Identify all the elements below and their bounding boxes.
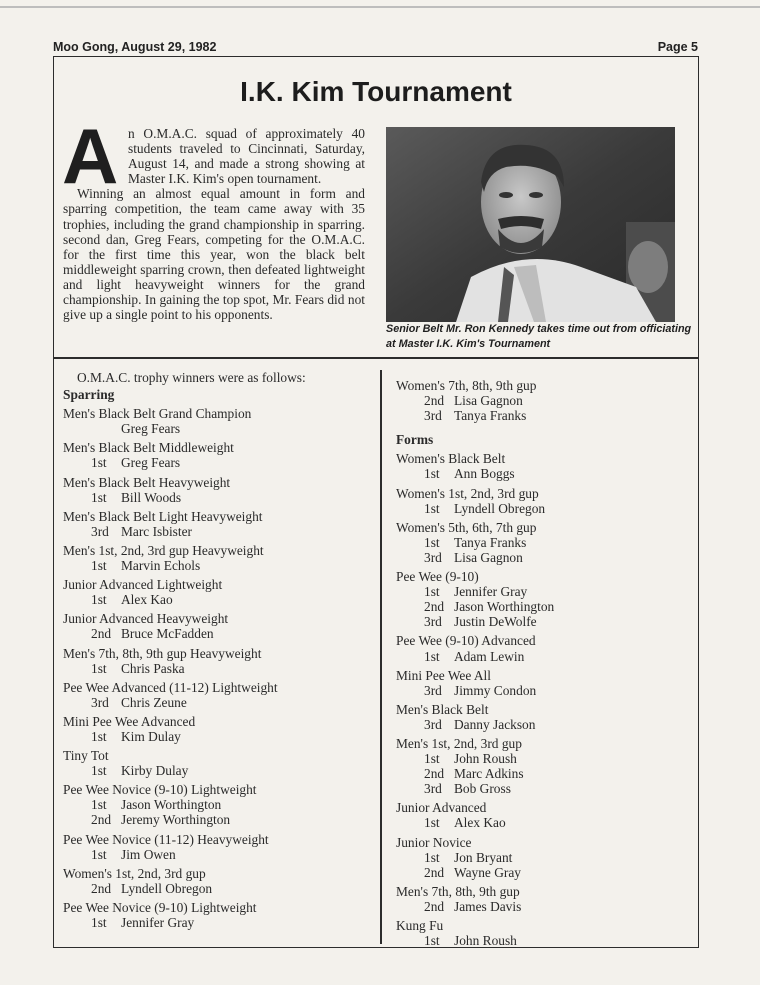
winner-name: Greg Fears xyxy=(121,421,181,437)
category-label: Men's Black Belt Grand Champion xyxy=(63,406,252,422)
winner-entry xyxy=(396,614,696,629)
category-label: Men's 7th, 8th, 9th gup Heavyweight xyxy=(63,645,262,661)
section-divider xyxy=(53,357,699,359)
category-label: Junior Novice xyxy=(396,834,472,850)
winner-place: 1st xyxy=(91,915,107,930)
winner-entry xyxy=(396,766,696,781)
drop-cap: A xyxy=(62,112,119,200)
winner-place: 1st xyxy=(424,584,440,600)
winner-entry xyxy=(396,408,696,423)
winner-place: 2nd xyxy=(424,393,445,409)
winner-name: Jennifer Gray xyxy=(121,915,195,930)
winner-name: Tanya Franks xyxy=(454,408,527,424)
winner-place: 3rd xyxy=(424,614,442,630)
winner-name: Danny Jackson xyxy=(454,716,536,732)
category-label: Men's Black Belt Light Heavyweight xyxy=(63,508,263,524)
winner-name: Alex Kao xyxy=(454,815,506,831)
winner-place: 3rd xyxy=(91,694,109,710)
winner-name: Jim Owen xyxy=(121,846,176,862)
winner-name: Jennifer Gray xyxy=(454,584,528,600)
category-label: Women's 7th, 8th, 9th gup xyxy=(396,378,537,393)
issue-date: Moo Gong, August 29, 1982 xyxy=(53,40,217,54)
article-title: I.K. Kim Tournament xyxy=(240,76,512,107)
category-label: Pee Wee Novice (11-12) Heavyweight xyxy=(63,831,269,847)
winner-place: 3rd xyxy=(424,716,442,732)
winner-place: 2nd xyxy=(91,626,112,642)
category-label: Pee Wee Advanced (11-12) Lightweight xyxy=(63,679,278,695)
category-label: Men's Black Belt xyxy=(396,701,489,717)
winner-place: 3rd xyxy=(91,523,109,539)
winner-place: 3rd xyxy=(424,781,442,797)
winner-name: John Roush xyxy=(454,933,517,949)
winner-entry xyxy=(396,550,696,565)
winner-name: Lisa Gagnon xyxy=(454,393,523,409)
winner-entry xyxy=(396,850,696,865)
category-label: Mini Pee Wee Advanced xyxy=(63,713,196,729)
winner-place: 1st xyxy=(91,592,107,608)
portrait-photo-image xyxy=(386,127,675,322)
winner-name: Jon Bryant xyxy=(454,849,513,865)
winner-entry xyxy=(63,797,368,812)
winner-place: 1st xyxy=(91,797,107,813)
page-number: Page 5 xyxy=(657,40,698,54)
category-label: Kung Fu xyxy=(396,918,444,933)
category-label: Junior Advanced Lightweight xyxy=(63,577,223,593)
winner-name: Bob Gross xyxy=(454,781,511,797)
winner-name: Chris Paska xyxy=(121,660,185,676)
photo-caption: Senior Belt Mr. Ron Kennedy takes time out from officiating at Master I.K. Kim's Tournament xyxy=(386,323,692,350)
page-top-rule xyxy=(0,6,760,8)
winner-name: Lyndell Obregon xyxy=(121,880,213,896)
winner-entry xyxy=(396,865,696,880)
winner-place: 3rd xyxy=(424,408,442,424)
winner-place: 1st xyxy=(424,751,440,767)
intro-paragraph-2: Winning an almost equal amount in form and sparring competition, the team came away with 35 trophies, including the grand championship in sparring. second dan, Greg Fears, competing for the O.M.A.C. for the first time this year, won the black belt middleweight sparring crown, then defeated lightweight and light heavyweight winners for the grand championship. In gaining the top spot, Mr. Fears did not give up a single point to his opponents. xyxy=(63,186,365,323)
winner-name: Justin DeWolfe xyxy=(454,614,537,630)
winner-place: 2nd xyxy=(91,812,112,828)
winner-place: 1st xyxy=(91,660,107,676)
category-label: Men's 1st, 2nd, 3rd gup Heavyweight xyxy=(63,542,264,558)
category-label: Men's 1st, 2nd, 3rd gup xyxy=(396,735,522,751)
portrait-photo xyxy=(386,127,675,322)
winner-name: Chris Zeune xyxy=(121,694,187,710)
winner-name: Adam Lewin xyxy=(454,648,525,664)
category-label: Pee Wee (9-10) Advanced xyxy=(396,633,536,649)
winner-name: Lisa Gagnon xyxy=(454,549,523,565)
winner-place: 1st xyxy=(424,933,440,949)
category-label: Men's Black Belt Heavyweight xyxy=(63,474,231,490)
category-label: Women's 5th, 6th, 7th gup xyxy=(396,519,537,535)
winner-place: 3rd xyxy=(424,682,442,698)
winners-right-column xyxy=(396,374,696,948)
winner-name: Jimmy Condon xyxy=(454,682,537,698)
winner-entry xyxy=(63,881,368,896)
winner-entry xyxy=(396,717,696,732)
winner-entry xyxy=(63,763,368,778)
category-label: Pee Wee (9-10) xyxy=(396,569,479,585)
winner-entry xyxy=(63,847,368,862)
winner-entry xyxy=(63,524,368,539)
winner-name: Jason Worthington xyxy=(454,599,555,615)
winner-entry xyxy=(396,535,696,550)
winner-place: 2nd xyxy=(424,766,445,782)
category-label: Women's Black Belt xyxy=(396,451,506,467)
winner-place: 1st xyxy=(424,849,440,865)
section-heading: Forms xyxy=(396,432,434,448)
winner-name: Tanya Franks xyxy=(454,534,527,550)
winner-place: 1st xyxy=(424,815,440,831)
winner-entry xyxy=(396,393,696,408)
winner-entry xyxy=(396,781,696,796)
winner-name: Ann Boggs xyxy=(454,466,515,482)
column-divider xyxy=(380,370,382,944)
winner-place: 3rd xyxy=(424,549,442,565)
winner-entry xyxy=(396,899,696,914)
winner-name: Wayne Gray xyxy=(454,864,521,880)
winner-name: Lyndell Obregon xyxy=(454,500,546,516)
winner-entry xyxy=(63,592,368,607)
winner-entry xyxy=(63,421,368,436)
winner-name: Greg Fears xyxy=(121,455,181,471)
winner-name: Bruce McFadden xyxy=(121,626,214,642)
winner-place: 1st xyxy=(91,728,107,744)
winner-entry xyxy=(396,815,696,830)
winner-entry xyxy=(396,466,696,481)
winner-place: 1st xyxy=(424,500,440,516)
winner-place: 1st xyxy=(424,466,440,482)
winners-intro: O.M.A.C. trophy winners were as follows: xyxy=(77,370,306,385)
winner-place: 1st xyxy=(91,558,107,574)
winner-entry xyxy=(396,584,696,599)
winner-entry xyxy=(396,933,696,948)
page-header xyxy=(53,40,698,56)
winner-name: Marc Adkins xyxy=(454,766,524,782)
intro-paragraph-1: n O.M.A.C. squad of approximately 40 students traveled to Cincinnati, Saturday, August 14, and made a strong showing at Master I.K. Kim's open tournament. xyxy=(128,126,365,187)
winner-entry xyxy=(396,683,696,698)
winner-entry xyxy=(63,626,368,641)
winner-entry xyxy=(63,490,368,505)
winner-entry xyxy=(63,812,368,827)
winner-name: Marvin Echols xyxy=(121,558,201,574)
article-intro xyxy=(63,126,365,322)
winner-entry xyxy=(396,649,696,664)
winner-place: 2nd xyxy=(91,880,112,896)
winner-entry xyxy=(63,558,368,573)
winner-place: 2nd xyxy=(424,864,445,880)
winner-entry xyxy=(63,661,368,676)
winner-name: James Davis xyxy=(454,898,522,914)
category-label: Men's 7th, 8th, 9th gup xyxy=(396,883,520,899)
winner-place: 2nd xyxy=(424,599,445,615)
category-label: Pee Wee Novice (9-10) Lightweight xyxy=(63,899,257,915)
category-label: Women's 1st, 2nd, 3rd gup xyxy=(396,485,539,501)
category-label: Men's Black Belt Middleweight xyxy=(63,440,234,456)
category-label: Tiny Tot xyxy=(63,748,109,764)
category-label: Mini Pee Wee All xyxy=(396,667,492,683)
winner-entry xyxy=(63,915,368,930)
winner-name: Kim Dulay xyxy=(121,728,181,744)
winner-entry xyxy=(63,455,368,470)
winner-place: 1st xyxy=(91,763,107,779)
winner-entry xyxy=(396,599,696,614)
winner-place: 1st xyxy=(91,455,107,471)
winner-name: Bill Woods xyxy=(121,489,182,505)
winners-left-column xyxy=(63,370,368,930)
winner-place: 1st xyxy=(91,489,107,505)
winner-place: 1st xyxy=(424,534,440,550)
winner-entry xyxy=(396,501,696,516)
category-label: Junior Advanced Heavyweight xyxy=(63,611,229,627)
winner-place: 1st xyxy=(424,648,440,664)
category-label: Women's 1st, 2nd, 3rd gup xyxy=(63,865,206,881)
winner-entry xyxy=(63,695,368,710)
winner-place: 2nd xyxy=(424,898,445,914)
winner-name: Marc Isbister xyxy=(121,523,193,539)
winner-name: John Roush xyxy=(454,751,517,767)
winner-name: Alex Kao xyxy=(121,592,173,608)
winner-name: Kirby Dulay xyxy=(121,763,189,779)
section-heading: Sparring xyxy=(63,387,115,403)
winner-entry xyxy=(63,729,368,744)
category-label: Junior Advanced xyxy=(396,800,487,816)
winner-entry xyxy=(396,751,696,766)
winner-name: Jeremy Worthington xyxy=(121,812,231,828)
category-label: Pee Wee Novice (9-10) Lightweight xyxy=(63,782,257,798)
winner-place: 1st xyxy=(91,846,107,862)
winner-name: Jason Worthington xyxy=(121,797,222,813)
